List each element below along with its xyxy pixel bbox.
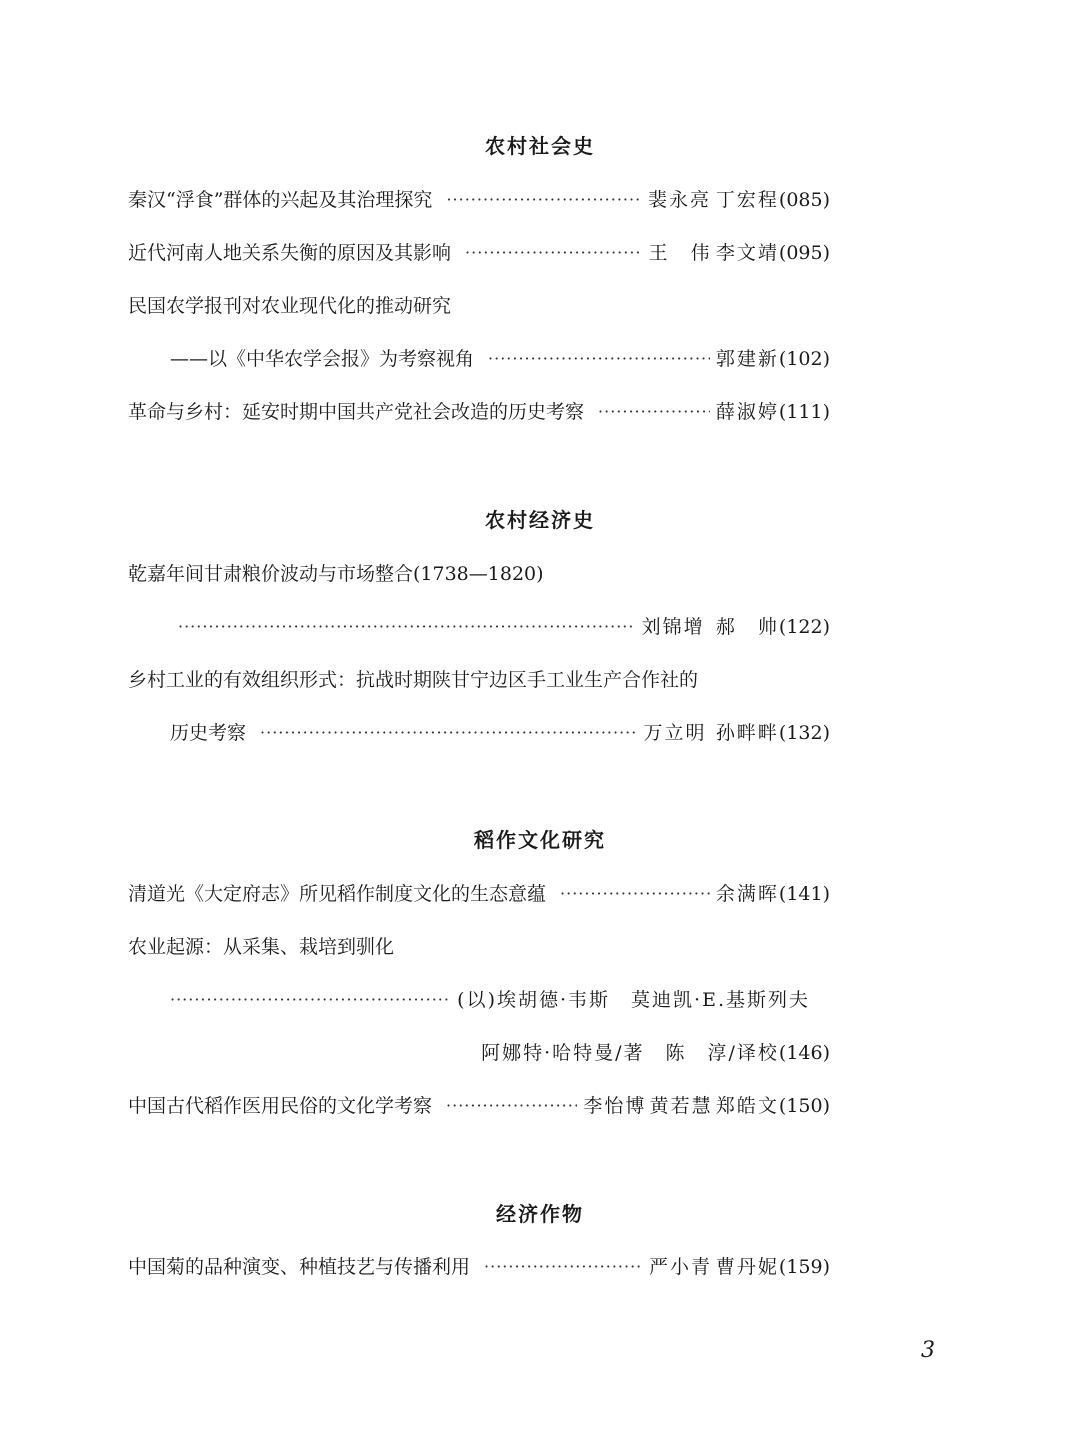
entry-author: 王 伟 (648, 242, 712, 264)
section-heading: 农村社会史 (485, 134, 595, 158)
dot-leader (598, 397, 710, 427)
entry-page: (159) (778, 1256, 830, 1278)
entry-author: 郭建新 (715, 348, 779, 370)
entry-author: 严小青 (648, 1256, 712, 1278)
entry-page: (095) (778, 242, 830, 264)
dot-leader (484, 1252, 643, 1282)
entry-authors-line2: 阿娜特·哈特曼/著 陈 淳/译校 (481, 1042, 779, 1064)
entry-title: 民国农学报刊对农业现代化的推动研究 (128, 295, 452, 317)
entry-page: (141) (778, 883, 830, 905)
entry-author: 郑皓文 (715, 1095, 779, 1117)
entry-title: 清道光《大定府志》所见稻作制度文化的生态意蕴 (128, 883, 547, 905)
entry-author: 曹丹妮 (715, 1256, 779, 1278)
entry-authors-line1: (以)埃胡德·韦斯 莫迪凯·E.基斯列夫 (457, 989, 810, 1011)
page-number: 3 (921, 1338, 935, 1363)
entry-title: 革命与乡村：延安时期中国共产党社会改造的历史考察 (128, 401, 585, 423)
toc-entry-title-line[interactable] (128, 291, 830, 321)
entry-page: (102) (778, 348, 830, 370)
entry-title: 中国古代稻作医用民俗的文化学考察 (128, 1095, 433, 1117)
entry-author: 黄若慧 (649, 1095, 713, 1117)
dot-leader (446, 185, 642, 215)
toc-entry-title-line[interactable] (128, 665, 830, 695)
entry-page: (150) (778, 1095, 830, 1117)
entry-page: (122) (778, 616, 830, 638)
toc-entry-authors-line[interactable] (128, 1038, 830, 1068)
toc-entry[interactable] (128, 879, 830, 909)
toc-entry[interactable] (128, 397, 830, 427)
toc-entry-title-line[interactable] (128, 932, 830, 962)
section-heading: 稻作文化研究 (474, 828, 606, 852)
dot-leader (465, 238, 642, 268)
entry-title: 农业起源：从采集、栽培到驯化 (128, 936, 395, 958)
section-heading: 农村经济史 (485, 508, 595, 532)
toc-entry-leader-line[interactable] (178, 612, 830, 642)
entry-author: 薛淑婷 (715, 401, 779, 423)
entry-page: (085) (778, 189, 830, 211)
toc-entry-continuation-line[interactable] (170, 718, 830, 748)
toc-entry-leader-line[interactable] (170, 985, 810, 1015)
entry-title: 中国菊的品种演变、种植技艺与传播利用 (128, 1256, 471, 1278)
entry-author: 李文靖 (715, 242, 779, 264)
dot-leader (170, 985, 451, 1015)
dot-leader (178, 612, 636, 642)
section-heading: 经济作物 (496, 1202, 584, 1226)
entry-author: 郝 帅 (715, 616, 779, 638)
toc-entry[interactable] (128, 1252, 830, 1282)
toc-entry[interactable] (128, 238, 830, 268)
entry-page: (146) (778, 1042, 830, 1064)
toc-entry[interactable] (128, 185, 830, 215)
dot-leader (488, 344, 710, 374)
entry-author: 余满晖 (715, 883, 779, 905)
entry-author: 万立明 (643, 722, 707, 744)
entry-title: 近代河南人地关系失衡的原因及其影响 (128, 242, 452, 264)
entry-title: 乡村工业的有效组织形式：抗战时期陕甘宁边区手工业生产合作社的 (128, 669, 699, 691)
entry-title: 乾嘉年间甘肃粮价波动与市场整合(1738—1820) (128, 563, 544, 585)
entry-page: (111) (778, 401, 830, 423)
entry-author: 孙畔畔 (715, 722, 779, 744)
entry-author: 丁宏程 (715, 189, 779, 211)
entry-subtitle: ——以《中华农学会报》为考察视角 (170, 348, 475, 370)
dot-leader (560, 879, 710, 909)
entry-author: 李怡博 (583, 1095, 647, 1117)
dot-leader (260, 718, 638, 748)
entry-author: 刘锦增 (641, 616, 705, 638)
toc-entry-subtitle-line[interactable] (170, 344, 830, 374)
dot-leader (446, 1091, 577, 1121)
toc-entry[interactable] (128, 1091, 830, 1121)
entry-title: 秦汉“浮食”群体的兴起及其治理探究 (128, 189, 433, 211)
toc-entry-title-line[interactable] (128, 559, 830, 589)
entry-title-continuation: 历史考察 (170, 722, 247, 744)
entry-page: (132) (778, 722, 830, 744)
entry-author: 裴永亮 (648, 189, 712, 211)
